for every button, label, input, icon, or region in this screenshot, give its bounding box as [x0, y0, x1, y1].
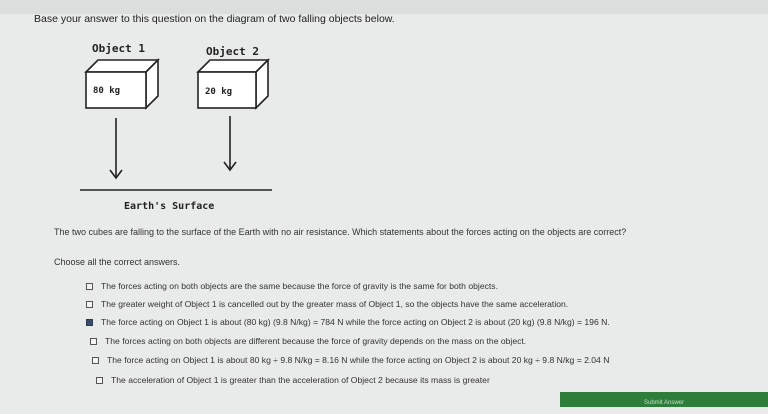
checkbox[interactable]	[86, 319, 93, 326]
answer-option-label: The force acting on Object 1 is about 80 kg ÷ 9.8 N/kg = 8.16 N while the force acting on Object 2 is about 20 kg ÷ 9.8 N/kg = 2.04 N	[107, 355, 610, 365]
answer-option-6[interactable]	[96, 375, 490, 385]
answer-option-label: The greater weight of Object 1 is cancelled out by the greater mass of Object 1, so the objects have the same acceleration.	[101, 299, 569, 309]
answer-option-label: The force acting on Object 1 is about (80 kg) (9.8 N/kg) = 784 N while the force acting on Object 2 is about (20 kg) (9.8 N/kg) = 196 N.	[101, 317, 610, 327]
answer-option-label: The forces acting on both objects are the same because the force of gravity is the same for both objects.	[101, 281, 498, 291]
answer-option-label: The acceleration of Object 1 is greater than the acceleration of Object 2 because its mass is greater	[111, 375, 490, 385]
instruction-text: Choose all the correct answers.	[54, 257, 181, 267]
checkbox[interactable]	[90, 338, 97, 345]
answer-option-5[interactable]	[92, 355, 609, 365]
question-prompt: Base your answer to this question on the diagram of two falling objects below.	[34, 13, 395, 25]
submit-answer-button[interactable]: Submit Answer	[560, 392, 768, 407]
answer-option-4[interactable]	[90, 336, 526, 346]
object-1-mass: 80 kg	[93, 86, 121, 96]
answer-option-label: The forces acting on both objects are different because the force of gravity depends on the mass on the object.	[105, 336, 527, 346]
object-1-title: Object 1	[92, 42, 145, 55]
object-2-mass: 20 kg	[205, 87, 233, 97]
answer-option-2[interactable]	[86, 299, 568, 309]
answer-option-3[interactable]	[86, 317, 610, 327]
object-2-cube	[198, 60, 268, 108]
object-1-down-arrow	[110, 118, 122, 178]
checkbox[interactable]	[92, 357, 99, 364]
question-text: The two cubes are falling to the surface of the Earth with no air resistance. Which statements about the forces acting on the objects are correct?	[54, 227, 627, 237]
object-2-down-arrow	[224, 116, 236, 170]
answer-option-1[interactable]	[86, 281, 498, 291]
object-2-title: Object 2	[206, 45, 259, 58]
earth-surface-label: Earth's Surface	[124, 201, 215, 212]
object-1-cube	[86, 60, 158, 108]
checkbox[interactable]	[96, 377, 103, 384]
checkbox[interactable]	[86, 301, 93, 308]
checkbox[interactable]	[86, 283, 93, 290]
